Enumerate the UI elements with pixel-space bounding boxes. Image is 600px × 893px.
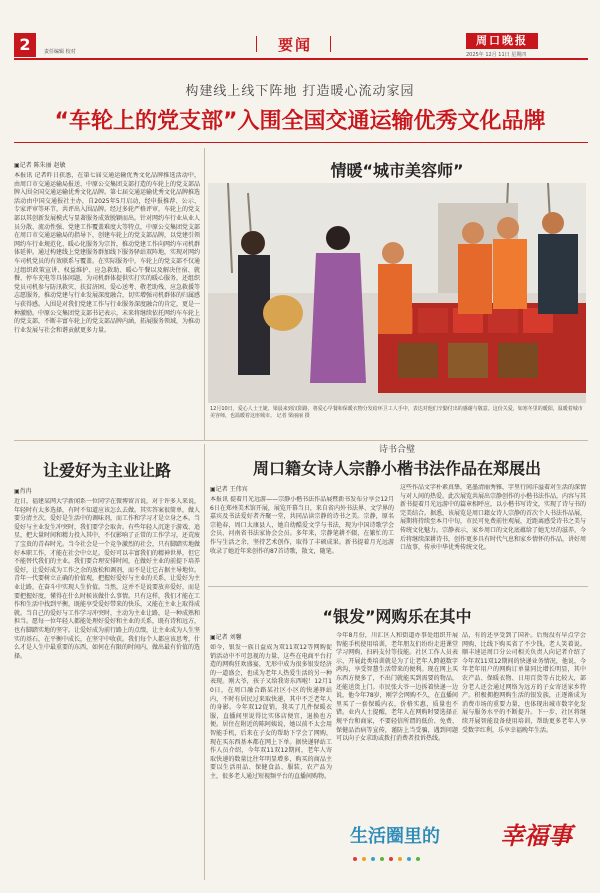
page-number: 2	[14, 33, 36, 57]
calligraphy-body-left: 本报讯 提着月光远游——宗静小楷书法作品展暨新书发布分享会12月6日在郑州美术馆开展，展览开幕当日，来自省内外书法界、文学界的嘉宾及书法爱好者齐聚一堂，共同品读宗静的诗书之美。宗静，原名宗艳春，周口太康县人，她自幼酷爱文学与书法，现为中国诗歌学会会员、河南省书法家协会会员。多年来，宗静笔耕不辍，在繁忙的工作与生活之余，坚持艺术创作，取得了丰硕成果。新书提着月光远游收录了她近年来创作的87首诗歌，散文，随笔。	[210, 496, 394, 555]
section-name: 要闻	[278, 36, 313, 54]
column-divider	[204, 148, 205, 440]
headline-rule	[14, 142, 588, 143]
feature-caption: 12月10日，爱心人士王婕、梁晨来到汉阳路，将爱心早餐和保暖衣物分发给环卫工人手中，表达对他们辛勤付出的感谢与敬意。这份关爱，如寒冬里的暖阳，温暖着城市美容师，也温暖着这座城市。 记者 梁丽丽 摄	[210, 406, 583, 419]
bottom-banner	[350, 808, 590, 878]
feature-title: 情暖“城市美容师”	[330, 161, 464, 180]
commentary-byline-text: 肖冉	[19, 488, 32, 495]
shopping-byline: ▣记者 刘馨	[210, 634, 242, 641]
section-rule-2	[208, 586, 588, 587]
shopping-body-right: 品，有的还享受到了国补。后悔没有早点学会网购，比线下购买省了不少钱。老人笑着说。顺丰速运周口分公司相关负责人向记者介绍了今年双11双12期间的快递业务情况，他说，今年老年用户的网购订单量同比增长明显，其中农产品、保暖衣物、日用百货等占比较大，部分老人还会通过网络为远方的子女寄送家乡特产。积极拥抱网购生活的银发族，正逐渐成为消费市场的重要力量，也体现出城市数字化发展与服务水平的不断提升。下一步，社区将继续开展智能设备使用培训，帮助更多老年人享受数字红利，乐享幸福晚年生活。	[462, 632, 586, 734]
shopping-title: “银发”网购乐在其中	[322, 607, 472, 626]
column-divider-2	[204, 444, 205, 880]
shopping-byline-text: 记者 刘馨	[215, 634, 242, 641]
commentary-byline: ▣肖冉	[14, 488, 32, 495]
feature-photo	[208, 183, 586, 403]
calligraphy-title: 周口籍女诗人宗静小楷书法作品在郑展出	[252, 459, 541, 478]
section-rule-1	[14, 440, 588, 441]
banner-dots-decoration	[350, 854, 580, 864]
lead-byline: ▣记者 陈朱丽 赵敏	[14, 162, 66, 169]
calligraphy-byline: ▣记者 王伟宾	[210, 486, 248, 493]
commentary-body: 近日，福建某网大学新闻系一位同学在微博留言说，对于许多人来说，年轻时有太多选择，有时不知道应该怎么去做。其实答案很简单，做人要分清主次，爱好是生活中的调味剂，而工作和学习才是立身之本。当爱好与主业发生冲突时，我们要学会取舍。有些年轻人沉迷于游戏、追星，把大量时间和精力投入其中，不仅影响了正常的工作学习，还荒废了宝贵的青春时光。当今社会是一个竞争激烈的社会，只有脚踏实地做好本职工作，才能在社会中立足。爱好可以丰富我们的精神世界，但它不能替代我们的主业。我们要合理安排时间，在做好主业的前提下培养爱好，让爱好成为工作之余的放松和调剂，而不是让它占据主导地位。青年一代要树立正确的价值观，把握好爱好与主业的关系，让爱好为主业让路，在奋斗中实现人生价值。当然，这并不是说要放弃爱好，而是要把握好度，懂得在什么时候该做什么事情。只有这样，我们才能在工作和生活中找到平衡，既能享受爱好带来的快乐，又能在主业上取得成就。当自己的爱好与工作学习冲突时，主动为主业让路，是一种成熟和担当。愿每一位年轻人都能处理好爱好和主业的关系，既有诗和远方，也有脚踏实地的坚守。让爱好成为前行路上的点缀，让主业成为人生坚实的基石，在平衡中成长，在坚守中收获。我们每个人都应该思考，什么才是人生中最重要的东西，如何在有限的时间内，做出最有价值的选择。	[14, 498, 200, 660]
lead-body: 本报讯 记者昨日获悉，在第七届交通运输优秀文化品牌推选活动中，由周口市交通运输局报送、中原公交集团支部打造的车轮上的党支部品牌入围全国交通运输优秀文化品牌。第七届交通运输优秀文化品牌推选活动由中国交通报社主办，自2025年5月启动，经申报推荐、公示、专家评审等环节，共评出入围品牌。经过多轮严格评审，车轮上的党支部以其创新发展模式与显著服务成效脱颖而出。针对网约车行业从业人员分散、流动性强、党建工作覆盖难度大等特点，中原公交集团党支部在周口市交通运输局的指导下，创建车轮上的党支部品牌，以党建引领网约车行业规范化、暖心化服务为宗旨，推动党建工作向网约车司机群体延伸。通过构建线上党建服务群加线下服务驿站双阵地，实现对网约车司机党员的有效联系与覆盖。在实际服务中，车轮上的党支部不仅通过组织政策宣讲、权益维护、应急救助、暖心午餐以及解决住宿、就餐、停车充电等具体问题，为司机群体提供实打实的暖心服务，还组织党员司机参与防汛救灾、扶贫济困、爱心送考、敬老助残、应急救援等志愿服务，推动党建与行业发展深度融合，切实增强司机群体的归属感与获得感。入围是对我们党建工作与行业服务深度融合的肯定，更是一种激励。中原公交集团党支部书记表示，未来将继续依托网约车车轮上的党支部，不断丰富车轮上的党支部品牌内涵，拓展服务领域，为推动行业发展与社会和谐贡献更多力量。	[14, 172, 200, 334]
banner-text-red: 幸福事	[500, 821, 572, 850]
newspaper-logo: 周口晚报	[466, 33, 538, 49]
section-divider-left	[256, 36, 257, 52]
page-header	[0, 0, 600, 60]
shopping-body-mid: 今年8月份，川汇区人和街道办事处组织开展智能手机使用培训，老年朋友们纷纷走进课堂学习网购、扫码支付等技能。社区工作人员表示，开展此类培训就是为了让老年人跨越数字鸿沟，享受智慧生活带来的便利。现在网上买东西方便多了，不出门就能买到需要的物品，还能送货上门。市民张大爷一边拆着快递一边说，他今年78岁，刚学会网购不久，在直播间里买了一套保暖内衣，价格实惠，质量也不错。业内人士提醒，老年人在网购时要选择正规平台和商家，不要轻信所谓的低价、免费、保健品治病等宣传，谨防上当受骗，遇到问题可以向子女求助或拨打消费者投诉热线。	[336, 632, 458, 743]
calligraphy-body-right: 这些作品文字朴素真挚，笔墨清丽秀雅，字里行间洋溢着对生活的深情与对人间的热爱。此次展览共展出宗静创作的小楷书法作品，内容与其新书提着月光远游中的篇章相呼应，以小楷书写诗文，实现了诗与书的完美结合。据悉，该展览是周口籍女诗人宗静的首次个人书法作品展，展期将持续至本月中旬，市民可免费前往观展，近距离感受诗书之美与传统文化魅力。宗静表示，家乡周口的文化底蕴给了她无尽的滋养，今后将继续深耕诗书，创作更多具有时代气息和家乡情怀的作品，讲好周口故事，传承中华优秀传统文化。	[400, 484, 586, 552]
lead-subhead: 构建线上线下阵地 打造暖心流动家园	[185, 84, 415, 99]
shopping-body-left: 如今，银发一族日益成为双11双12等网购促销活动中不可忽视的力量，这些在电商平台打造的网购狂欢盛宴，无形中成为很多银发经济的一道盛会，也成为老年人热爱生活的另一种表现。刚大爷，孩子又给我寄东西啦！12月10日，在周口融合路某社区小区的快递驿站内，不时有居民过来取快递，其中不乏老年人的身影。今年双12促销，我买了几件保暖衣服，直播间里说得比实体店便宜，退换也方便。居住在附近的陈阿姨说，她以前不太会用智能手机，后来在子女的帮助下学会了网购，现在买东西基本都在网上下单。据快递驿站工作人员介绍，今年双11双12期间，老年人寄取快递的数量比往年明显增多，购买的商品主要以生活用品、保健食品、服装、农产品为主，很多老人通过短视频平台的直播间购物。	[210, 644, 332, 780]
calligraphy-byline-text: 记者 王伟宾	[215, 486, 248, 493]
lead-headline: “车轮上的党支部”入围全国交通运输优秀文化品牌	[54, 109, 546, 134]
editors-line: 责任编辑 校对	[44, 49, 76, 55]
section-divider-right	[330, 36, 331, 52]
photo-illustration	[208, 183, 586, 403]
header-rule	[14, 58, 588, 60]
lead-byline-text: 记者 陈朱丽 赵敏	[19, 162, 66, 169]
date-line: 2025年 12月 11日 星期四	[466, 52, 527, 58]
banner-text-blue: 生活圈里的	[350, 826, 440, 847]
commentary-title: 让爱好为主业让路	[42, 461, 171, 480]
calligraphy-kicker: 诗书合璧	[378, 445, 415, 455]
